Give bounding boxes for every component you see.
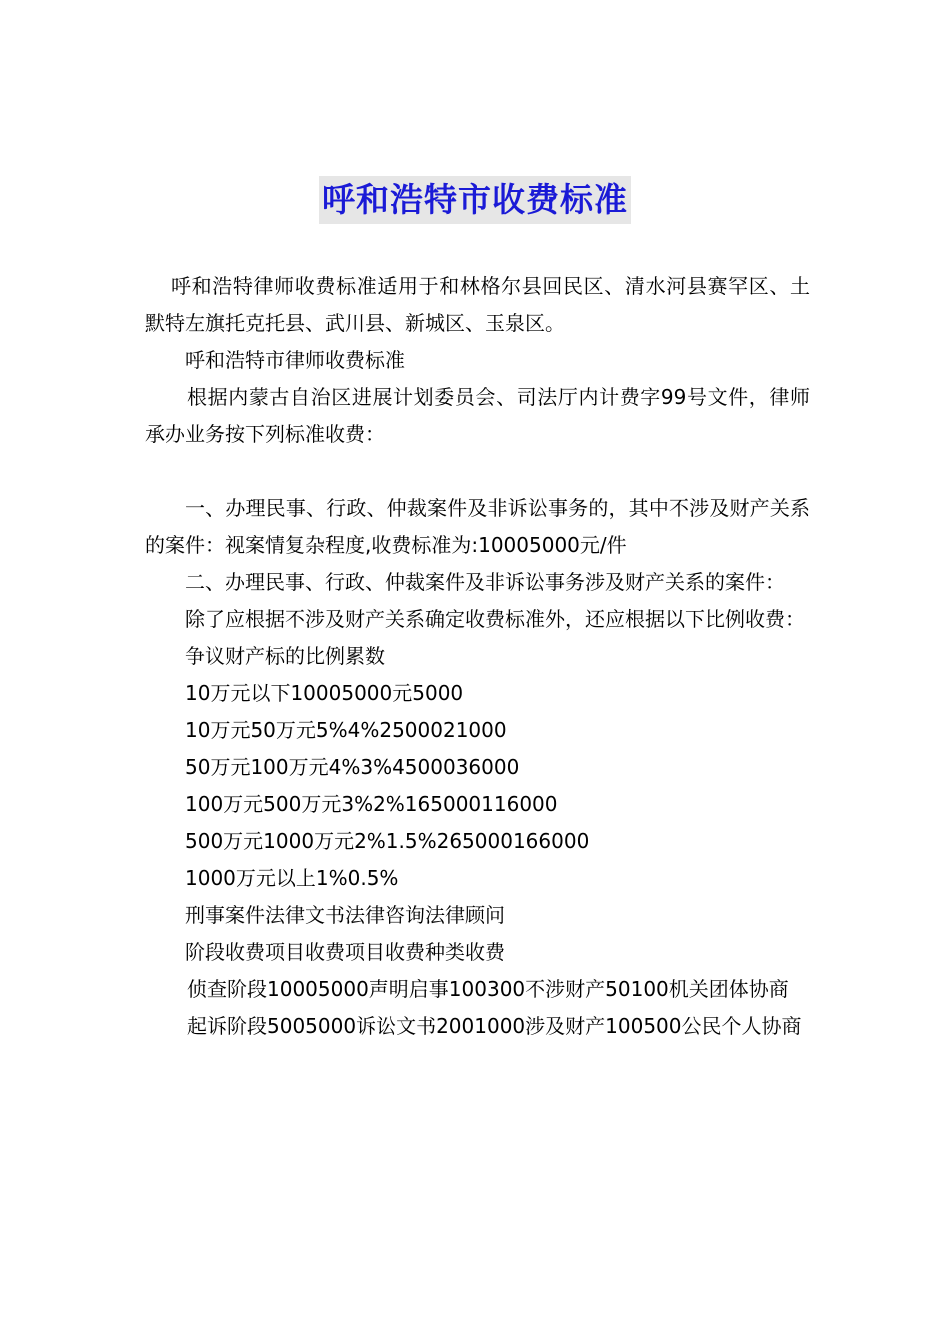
- paragraph-scope: 呼和浩特律师收费标准适用于和林格尔县回民区、清水河县赛罕区、土默特左旗托克托县、武川县、新城区、玉泉区。: [145, 274, 810, 335]
- paragraph-row-3: 50万元100万元4%3%4500036000: [185, 755, 520, 779]
- paragraph-criminal-header: 刑事案件法律文书法律咨询法律顾问: [185, 903, 505, 927]
- paragraph-item-2: 二、办理民事、行政、仲裁案件及非诉讼事务涉及财产关系的案件：: [185, 570, 785, 594]
- paragraph-row-5: 500万元1000万元2%1.5%265000166000: [185, 829, 590, 853]
- title-container: [0, 176, 950, 224]
- paragraph-row-2: 10万元50万元5%4%2500021000: [185, 718, 507, 742]
- paragraph-prosecution: 起诉阶段5005000诉讼文书2001000涉及财产100500公民个人协商: [187, 1014, 802, 1038]
- document-body: [145, 268, 810, 1045]
- paragraph-investigation: 侦查阶段10005000声明启事100300不涉财产50100机关团体协商: [187, 977, 789, 1001]
- paragraph-table-header: 争议财产标的比例累数: [185, 644, 385, 668]
- blank-line: [145, 453, 810, 490]
- paragraph-heading: 呼和浩特市律师收费标准: [185, 348, 405, 372]
- paragraph-ratio-intro: 除了应根据不涉及财产关系确定收费标准外，还应根据以下比例收费：: [185, 607, 805, 631]
- paragraph-item-1: 一、办理民事、行政、仲裁案件及非诉讼事务的，其中不涉及财产关系的案件：视案情复杂程度,收费标准为:10005000元/件: [145, 496, 810, 557]
- document-title: 呼和浩特市收费标准: [319, 176, 631, 224]
- paragraph-row-4: 100万元500万元3%2%165000116000: [185, 792, 558, 816]
- paragraph-row-1: 10万元以下10005000元5000: [185, 681, 464, 705]
- paragraph-stage-header: 阶段收费项目收费项目收费种类收费: [185, 940, 505, 964]
- paragraph-basis: 根据内蒙古自治区进展计划委员会、司法厅内计费字99号文件，律师承办业务按下列标准收费：: [145, 385, 810, 446]
- paragraph-row-6: 1000万元以上1%0.5%: [185, 866, 399, 890]
